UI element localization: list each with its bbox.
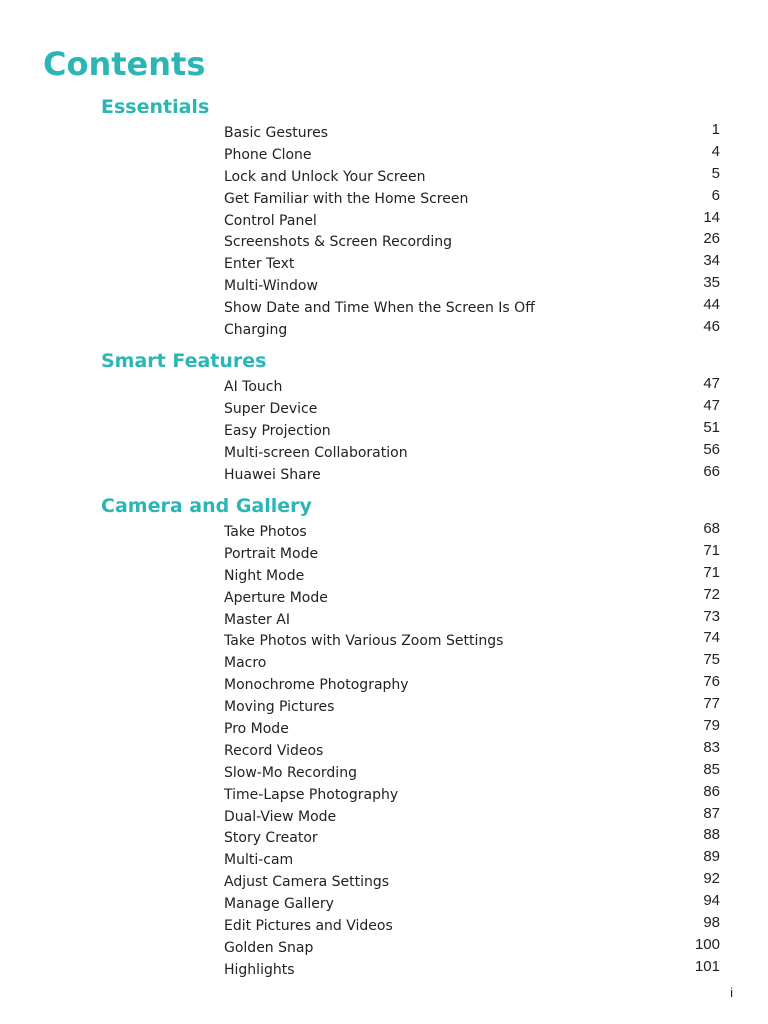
toc-entry-page: 73 — [703, 607, 720, 625]
toc-entry-label: Pro Mode — [224, 721, 289, 738]
toc-entry-page: 79 — [703, 717, 720, 735]
toc-entry-label: Slow-Mo Recording — [224, 764, 357, 781]
toc-entry[interactable] — [0, 673, 768, 695]
toc-entry[interactable] — [0, 397, 768, 419]
toc-entry-label: Control Panel — [224, 212, 317, 229]
toc-entry-label: Enter Text — [224, 256, 295, 273]
toc-entry[interactable] — [0, 230, 768, 252]
toc-entry-page: 77 — [703, 695, 720, 713]
toc-entry[interactable] — [0, 143, 768, 165]
toc-entry[interactable] — [0, 121, 768, 143]
toc-entry-label: Manage Gallery — [224, 896, 334, 913]
toc-list-smart-features — [0, 375, 768, 484]
toc-entry-page: 5 — [711, 164, 720, 182]
toc-entry-label: Record Videos — [224, 742, 324, 759]
toc-list-camera-and-gallery — [0, 520, 768, 980]
toc-entry[interactable] — [0, 586, 768, 608]
toc-entry[interactable] — [0, 739, 768, 761]
toc-entry[interactable] — [0, 441, 768, 463]
toc-entry[interactable] — [0, 805, 768, 827]
toc-entry-page: 88 — [703, 826, 720, 844]
toc-entry-page: 71 — [703, 563, 720, 581]
page-number: i — [730, 985, 733, 1000]
toc-entry-page: 98 — [703, 914, 720, 932]
toc-entry-page: 89 — [703, 848, 720, 866]
toc-entry-label: Multi-cam — [224, 852, 294, 869]
toc-entry[interactable] — [0, 419, 768, 441]
toc-entry[interactable] — [0, 717, 768, 739]
toc-entry-page: 72 — [703, 585, 720, 603]
toc-entry[interactable] — [0, 564, 768, 586]
toc-entry-page: 6 — [711, 186, 720, 204]
toc-entry-label: Monochrome Photography — [224, 677, 409, 694]
toc-entry-label: Super Device — [224, 400, 318, 417]
toc-entry-label: Golden Snap — [224, 939, 314, 956]
toc-entry-label: Portrait Mode — [224, 545, 319, 562]
toc-entry-label: Highlights — [224, 961, 295, 978]
toc-entry-label: Aperture Mode — [224, 589, 328, 606]
toc-entry[interactable] — [0, 629, 768, 651]
toc-entry[interactable] — [0, 936, 768, 958]
toc-entry[interactable] — [0, 209, 768, 231]
toc-entry-page: 76 — [703, 673, 720, 691]
toc-entry-page: 4 — [711, 142, 720, 160]
toc-entry-page: 47 — [703, 375, 720, 392]
toc-entry[interactable] — [0, 542, 768, 564]
toc-entry[interactable] — [0, 608, 768, 630]
toc-entry-page: 46 — [703, 318, 720, 336]
toc-entry-label: Huawei Share — [224, 466, 321, 483]
toc-entry[interactable] — [0, 826, 768, 848]
toc-entry-label: Dual-View Mode — [224, 808, 337, 825]
toc-entry-label: Screenshots & Screen Recording — [224, 234, 453, 251]
toc-entry-page: 83 — [703, 738, 720, 756]
toc-entry-label: Time-Lapse Photography — [224, 786, 399, 803]
toc-entry-label: Get Familiar with the Home Screen — [224, 190, 469, 207]
toc-entry-page: 47 — [703, 396, 720, 414]
toc-entry-page: 94 — [703, 892, 720, 910]
toc-entry-label: Easy Projection — [224, 422, 331, 439]
toc-entry[interactable] — [0, 318, 768, 340]
section-heading-smart-features: Smart Features — [101, 350, 267, 372]
toc-entry-page: 71 — [703, 541, 720, 559]
toc-entry-label: Multi-Window — [224, 278, 318, 295]
section-heading-essentials: Essentials — [101, 96, 210, 118]
toc-entry[interactable] — [0, 520, 768, 542]
toc-entry[interactable] — [0, 274, 768, 296]
toc-entry-label: Take Photos with Various Zoom Settings — [224, 633, 504, 650]
toc-entry-label: Edit Pictures and Videos — [224, 918, 393, 935]
toc-entry-page: 14 — [703, 208, 720, 226]
toc-entry-label: Multi-screen Collaboration — [224, 444, 408, 461]
toc-entry-label: Show Date and Time When the Screen Is Off — [224, 300, 535, 317]
toc-entry-page: 26 — [703, 230, 720, 248]
toc-entry-label: Take Photos — [224, 524, 307, 540]
toc-list-essentials — [0, 121, 768, 340]
section-heading-camera-and-gallery: Camera and Gallery — [101, 495, 312, 517]
toc-entry[interactable] — [0, 783, 768, 805]
toc-entry[interactable] — [0, 165, 768, 187]
toc-entry[interactable] — [0, 695, 768, 717]
toc-entry-page: 86 — [703, 782, 720, 800]
page-title: Contents — [43, 45, 206, 83]
toc-entry-label: Adjust Camera Settings — [224, 874, 390, 891]
toc-entry[interactable] — [0, 870, 768, 892]
toc-entry-label: Night Mode — [224, 567, 305, 584]
toc-entry-page: 56 — [703, 440, 720, 458]
toc-entry[interactable] — [0, 848, 768, 870]
toc-entry-label: Macro — [224, 655, 267, 672]
toc-entry-page: 101 — [694, 957, 720, 975]
toc-entry[interactable] — [0, 958, 768, 980]
toc-entry[interactable] — [0, 651, 768, 673]
toc-entry-page: 74 — [703, 629, 720, 647]
toc-entry[interactable] — [0, 914, 768, 936]
toc-entry-page: 68 — [703, 520, 720, 537]
toc-entry-label: Story Creator — [224, 830, 318, 847]
toc-entry-page: 35 — [703, 274, 720, 292]
toc-entry-page: 75 — [703, 651, 720, 669]
toc-entry[interactable] — [0, 892, 768, 914]
toc-entry-label: AI Touch — [224, 379, 283, 395]
toc-entry-label: Moving Pictures — [224, 699, 335, 716]
toc-entry-label: Lock and Unlock Your Screen — [224, 168, 426, 185]
toc-entry-label: Charging — [224, 322, 288, 339]
toc-entry[interactable] — [0, 375, 768, 397]
toc-entry-label: Basic Gestures — [224, 125, 328, 141]
toc-entry[interactable] — [0, 187, 768, 209]
toc-entry[interactable] — [0, 761, 768, 783]
toc-entry-label: Phone Clone — [224, 146, 312, 163]
toc-entry-page: 85 — [703, 760, 720, 778]
toc-entry[interactable] — [0, 296, 768, 318]
toc-entry-page: 44 — [703, 296, 720, 314]
toc-entry-page: 100 — [694, 935, 720, 953]
toc-entry-page: 66 — [703, 462, 720, 480]
toc-entry-page: 34 — [703, 252, 720, 270]
toc-entry-page: 1 — [711, 121, 720, 138]
toc-entry-page: 92 — [703, 870, 720, 888]
toc-entry-label: Master AI — [224, 611, 290, 628]
toc-entry-page: 51 — [703, 418, 720, 436]
toc-entry[interactable] — [0, 463, 768, 485]
toc-entry[interactable] — [0, 252, 768, 274]
toc-entry-page: 87 — [703, 804, 720, 822]
